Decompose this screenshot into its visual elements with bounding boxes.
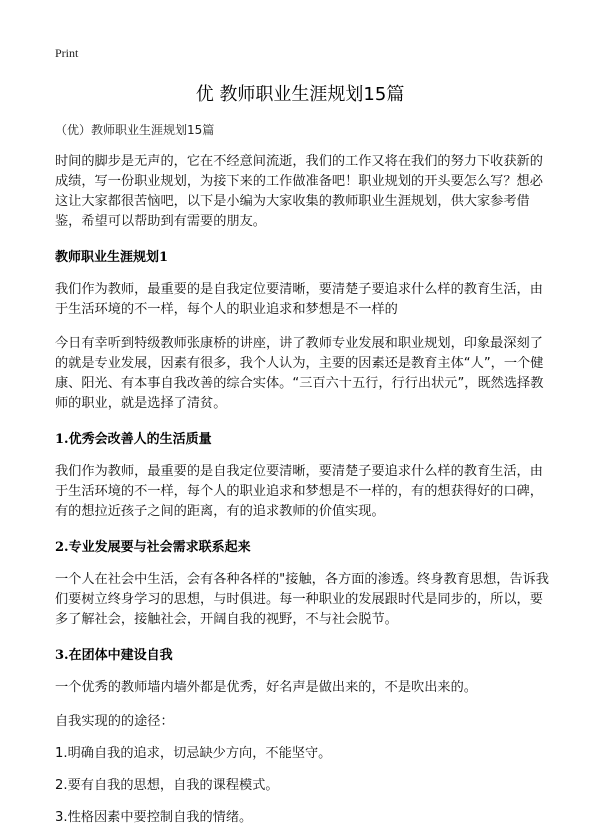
section-1-paragraph: 我们作为教师，最重要的是自我定位要清晰，要清楚子要追求什么样的教育生活，由于生活环境的不一样，每个人的职业追求和梦想是不一样的，有的想获得好的口碑，有的想拉近孩子之间的距离，有的追求教师的价值实现。 [55, 464, 543, 519]
document-title: 优 教师职业生涯规划15篇 [195, 84, 405, 105]
intro-paragraph: 时间的脚步是无声的，它在不经意间流逝，我们的工作又将在我们的努力下收获新的成绩，写一份职业规划，为接下来的工作做准备吧！职业规划的开头要怎么写？想必这让大家都很苦恼吧，以下是小编为大家收集的教师职业生涯规划，供大家参考借鉴，希望可以帮助到有需要的朋友。 [55, 154, 543, 229]
path-label: 自我实现的的途径： [55, 714, 174, 729]
section-heading-3: 3.在团体中建设自我 [55, 648, 173, 663]
list-item: 1.明确自我的追求，切忌缺少方向，不能坚守。 [55, 746, 332, 761]
document-subtitle: （优）教师职业生涯规划15篇 [55, 123, 215, 137]
section-heading-2: 2.专业发展要与社会需求联系起来 [55, 540, 251, 555]
list-item: 2.要有自我的思想，自我的课程模式。 [55, 778, 279, 793]
main-paragraph-2: 今日有幸听到特级教师张康桥的讲座，讲了教师专业发展和职业规划，印象最深刻了的就是专业发展，因素有很多，我个人认为，主要的因素还是教育主体“人”，一个健康、阳光、有本事自我改善的综合实体。“三百六十五行，行行出状元”，既然选择教师的职业，就是选择了清贫。 [55, 336, 544, 411]
section-3-paragraph: 一个优秀的教师墙内墙外都是优秀，好名声是做出来的，不是吹出来的。 [55, 680, 477, 695]
section-2-paragraph: 一个人在社会中生活，会有各种各样的"接触，各方面的渗透。终身教育思想，告诉我们要树立终身学习的思想，与时俱进。每一种职业的发展跟时代是同步的，所以，要多了解社会，接触社会，开阔自我的视野，不与社会脱节。 [55, 572, 549, 627]
section-heading-1: 1.优秀会改善人的生活质量 [55, 432, 212, 447]
document-body [55, 121, 555, 840]
print-link[interactable]: Print [55, 46, 79, 60]
main-paragraph-1: 我们作为教师，最重要的是自我定位要清晰，要清楚子要追求什么样的教育生活，由于生活环境的不一样，每个人的职业追求和梦想是不一样的 [55, 282, 543, 317]
list-item: 3.性格因素中要控制自我的情绪。 [55, 810, 253, 825]
section-heading-main: 教师职业生涯规划1 [55, 250, 169, 265]
